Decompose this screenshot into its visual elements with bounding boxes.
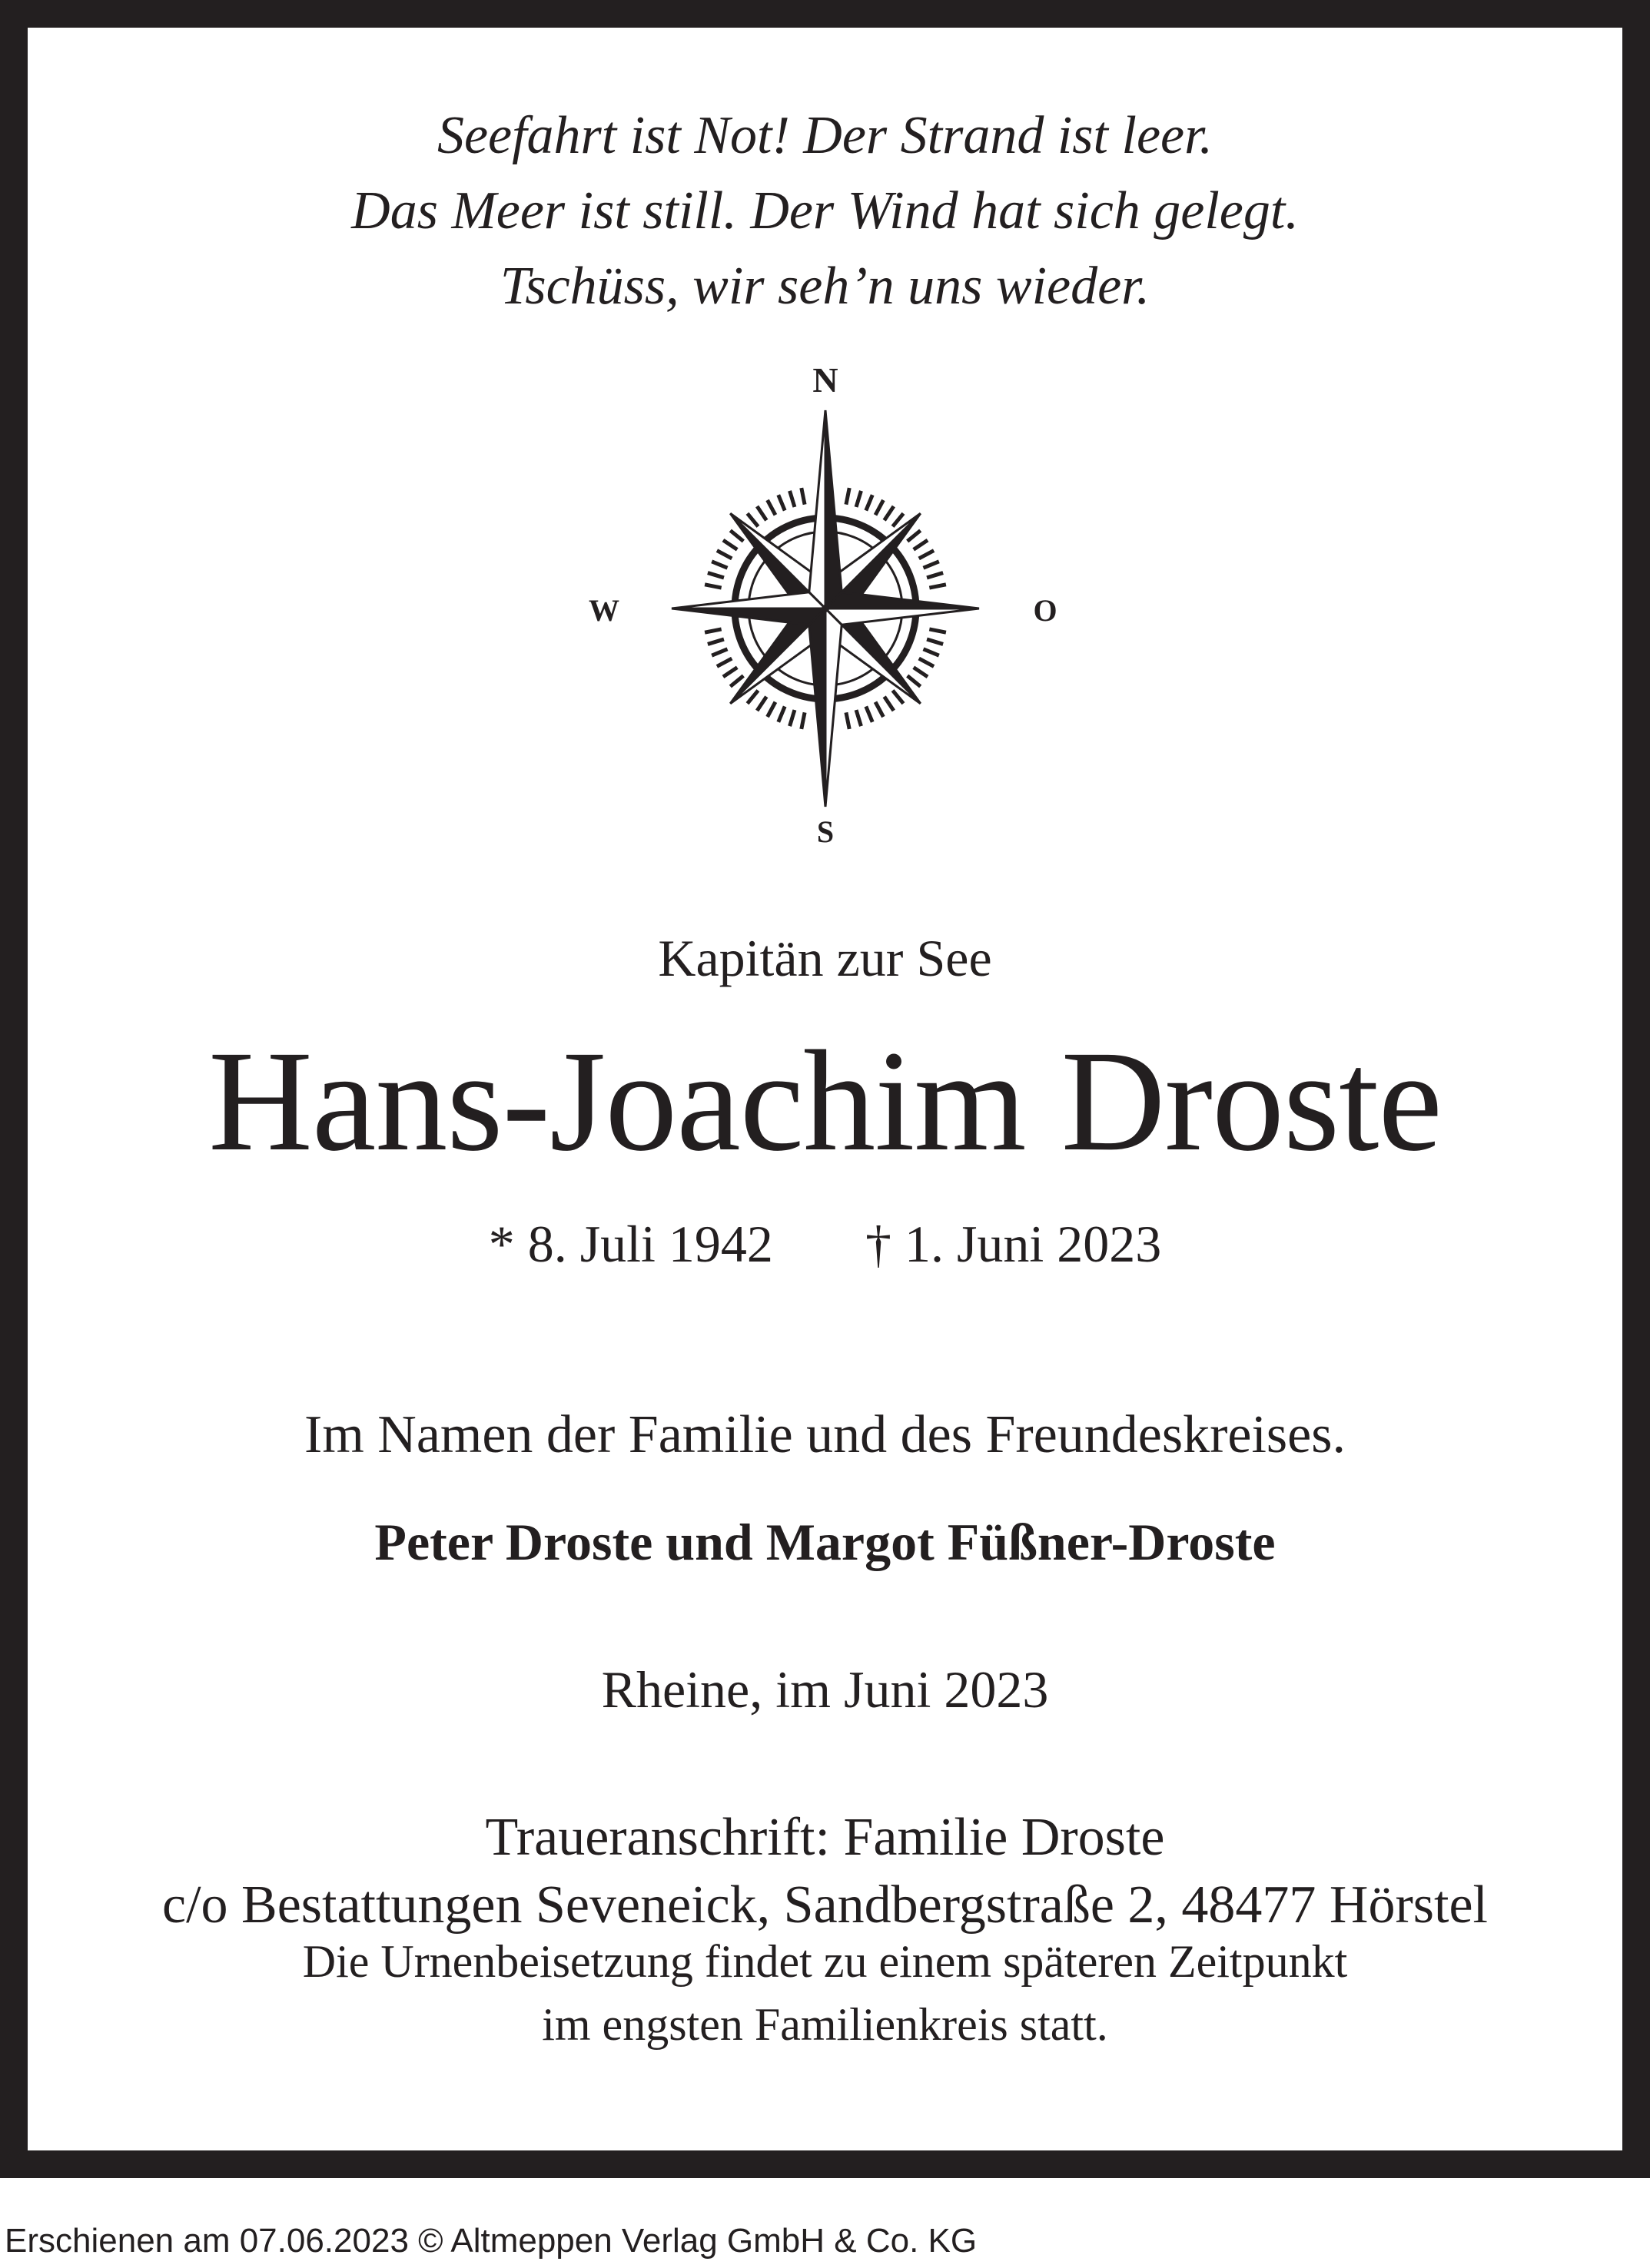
compass-west-label: W xyxy=(589,593,619,628)
funeral-line-1: Die Urnenbeisetzung findet zu einem späteren Zeitpunkt xyxy=(302,1936,1348,1987)
place-date: Rheine, im Juni 2023 xyxy=(601,1660,1049,1719)
compass-east-label: O xyxy=(1033,593,1057,628)
birth-date: * 8. Juli 1942 xyxy=(488,1215,773,1273)
compass-rose-graphic xyxy=(672,410,979,807)
quote xyxy=(0,98,1650,324)
deceased-name: Hans-Joachim Droste xyxy=(208,1020,1442,1181)
deceased-title: Kapitän zur See xyxy=(658,929,992,987)
address-line-1: Traueranschrift: Familie Droste xyxy=(485,1808,1165,1867)
on-behalf-text: Im Namen der Familie und des Freundeskreises. xyxy=(304,1405,1346,1464)
funeral-notice xyxy=(0,1930,1650,2056)
compass-south-label: S xyxy=(816,814,835,849)
quote-line-1: Seefahrt ist Not! Der Strand ist leer. xyxy=(437,106,1213,165)
publication-footer: Erschienen am 07.06.2023 © Altmeppen Verlag GmbH & Co. KG xyxy=(5,2222,978,2260)
signers: Peter Droste und Margot Füßner-Droste xyxy=(374,1513,1276,1571)
compass-north-label: N xyxy=(812,360,838,400)
death-date: † 1. Juni 2023 xyxy=(865,1215,1162,1273)
life-dates xyxy=(0,1214,1650,1275)
address-line-2: c/o Bestattungen Seveneick, Sandbergstraße 2, 48477 Hörstel xyxy=(162,1875,1488,1935)
compass-rose-icon xyxy=(572,355,1079,870)
quote-line-2: Das Meer ist still. Der Wind hat sich gelegt. xyxy=(351,181,1299,240)
quote-line-3: Tschüss, wir seh’n uns wieder. xyxy=(500,257,1150,316)
funeral-line-2: im engsten Familienkreis statt. xyxy=(542,1999,1108,2050)
mourning-address xyxy=(0,1804,1650,1939)
